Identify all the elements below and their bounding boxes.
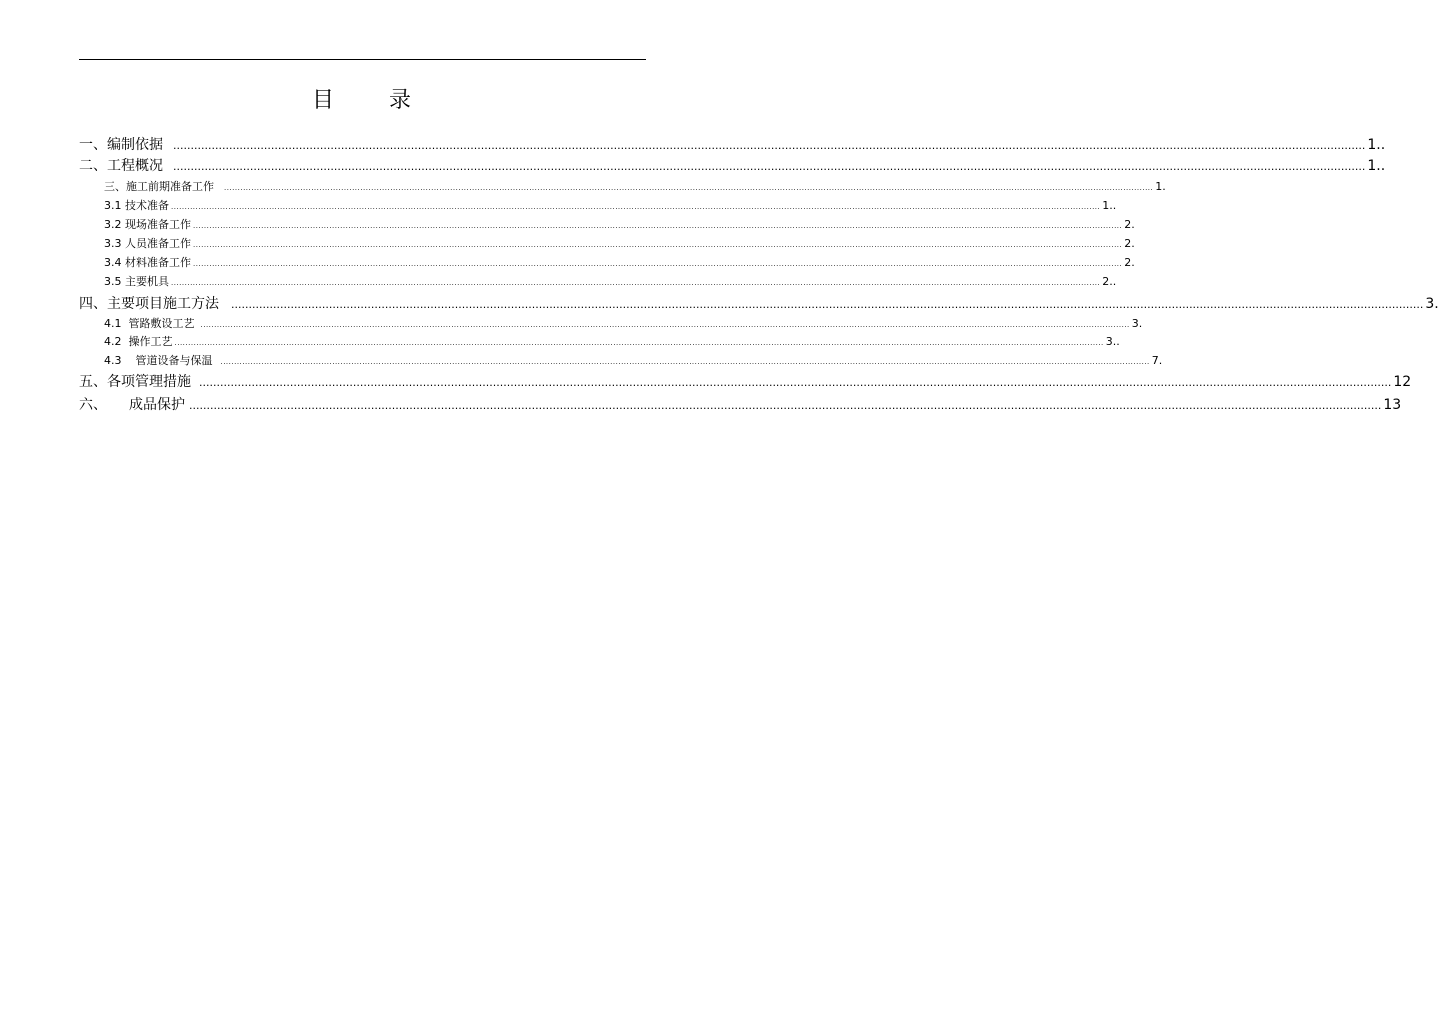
toc-leader-dots: ..................................................................................................................................................................................................................................................................................................................................................... (224, 184, 1154, 192)
toc-entry-label: 二、工程概况 (79, 158, 163, 174)
toc-leader-dots: ..................................................................................................................................................................................................................................................................................................................................................... (171, 279, 1101, 287)
toc-page-number: 1. (1155, 180, 1166, 193)
toc-entry-3[interactable] (104, 179, 1166, 196)
toc-leader-dots: ..................................................................................................................................................................................................................................................................................................................................................... (200, 321, 1130, 329)
toc-leader-dots: ..................................................................................................................................................................................................................................................................................................................................................... (171, 203, 1101, 211)
toc-entry-13[interactable] (79, 372, 1412, 393)
toc-page-number: 1.. (1102, 199, 1117, 212)
toc-entry-10[interactable] (104, 316, 1143, 333)
toc-leader-dots: ..................................................................................................................................................................................................................................................................................................................................................... (193, 222, 1123, 230)
toc-entry-2[interactable] (79, 156, 1386, 177)
toc-entry-9[interactable] (79, 294, 1439, 315)
toc-entry-label: 3.5 主要机具 (104, 275, 169, 288)
toc-entry-label: 4.1 管路敷设工艺 (104, 317, 195, 330)
toc-page-number: 7. (1151, 354, 1163, 367)
toc-entry-label: 一、编制依据 (79, 137, 163, 153)
toc-leader-dots: ..................................................................................................................................................................................................................................................................................................................................................... (193, 260, 1123, 268)
toc-entry-label: 3.4 材料准备工作 (104, 256, 191, 269)
toc-entry-12[interactable] (104, 353, 1163, 370)
toc-entry-label: 三、施工前期准备工作 (104, 180, 214, 193)
toc-leader-dots: ..................................................................................................................................................................................................................................................................................................................................................... (193, 241, 1123, 249)
toc-entry-5[interactable] (104, 217, 1135, 234)
toc-page-number: 1.. (1367, 137, 1386, 153)
toc-entry-4[interactable] (104, 198, 1117, 215)
toc-entry-label: 3.3 人员准备工作 (104, 237, 191, 250)
toc-entry-label: 四、主要项目施工方法 (79, 296, 219, 312)
toc-leader-dots: ..................................................................................................................................................................................................................................................................................................................................................... (173, 160, 1366, 173)
toc-entry-1[interactable] (79, 135, 1386, 156)
toc-entry-label: 3.1 技术准备 (104, 199, 169, 212)
toc-page-number: 2. (1124, 237, 1135, 250)
toc-leader-dots: ..................................................................................................................................................................................................................................................................................................................................................... (174, 339, 1104, 347)
toc-page-number: 3.. (1105, 335, 1120, 348)
toc-leader-dots: ..................................................................................................................................................................................................................................................................................................................................................... (220, 358, 1150, 366)
toc-page-number: 2. (1124, 218, 1135, 231)
toc-page-number: 13 (1383, 397, 1402, 413)
toc-entry-label: 五、各项管理措施 (79, 374, 191, 390)
toc-entry-8[interactable] (104, 274, 1117, 291)
toc-page-number: 3. (1425, 296, 1439, 312)
page-title: 目 录 (312, 88, 435, 113)
toc-leader-dots: ..................................................................................................................................................................................................................................................................................................................................................... (199, 376, 1392, 389)
toc-page-number: 2. (1124, 256, 1135, 269)
toc-entry-label-secondary: 成品保护 (129, 397, 185, 413)
toc-entry-7[interactable] (104, 255, 1135, 272)
toc-entry-label: 六、 (79, 397, 107, 413)
toc-page-number: 12 (1393, 374, 1412, 390)
toc-page-number: 1.. (1367, 158, 1386, 174)
toc-entry-6[interactable] (104, 236, 1135, 253)
toc-page-number: 2.. (1102, 275, 1117, 288)
toc-leader-dots: ..................................................................................................................................................................................................................................................................................................................................................... (231, 298, 1424, 311)
toc-entry-14[interactable] (79, 395, 1402, 416)
toc-page-number: 3. (1131, 317, 1143, 330)
toc-entry-label: 4.2 操作工艺 (104, 335, 173, 348)
toc-entry-11[interactable] (104, 334, 1120, 351)
toc-entry-label: 4.3 管道设备与保温 (104, 354, 213, 367)
toc-leader-dots: ..................................................................................................................................................................................................................................................................................................................................................... (173, 139, 1366, 152)
toc-entry-label: 3.2 现场准备工作 (104, 218, 191, 231)
toc-leader-dots: ..................................................................................................................................................................................................................................................................................................................................................... (189, 399, 1382, 412)
